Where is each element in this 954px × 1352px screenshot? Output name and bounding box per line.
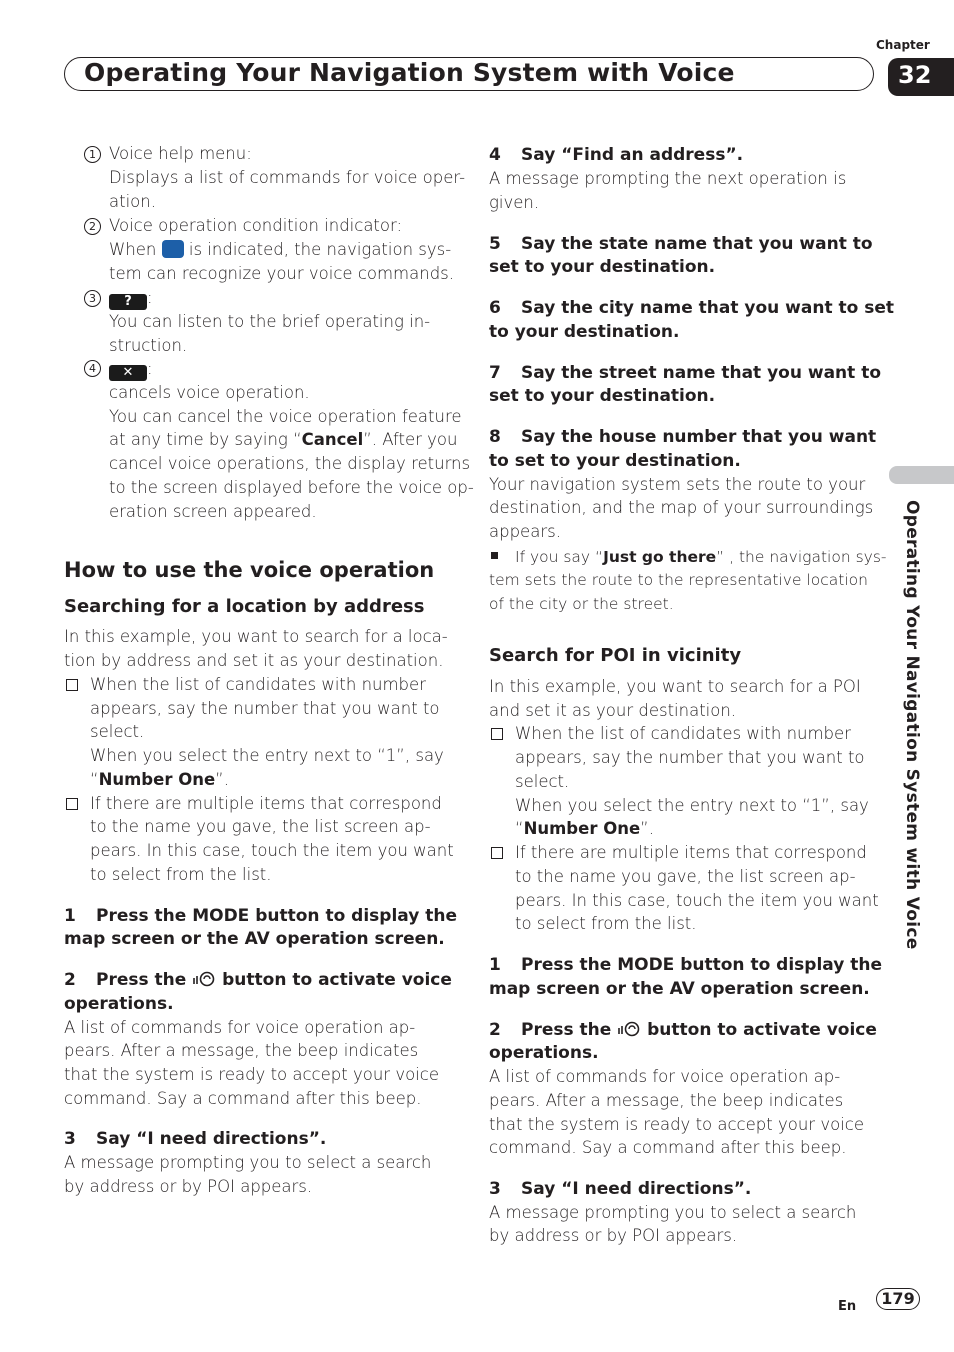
step-7: 7 Say the street name that you want to bbox=[489, 363, 881, 383]
page-title: Operating Your Navigation System with Voice bbox=[84, 58, 735, 87]
item-4-line-5: to the screen displayed before the voice op- bbox=[109, 478, 474, 497]
item-number-4: 4 bbox=[84, 360, 101, 377]
poi-step-3-body-1: A message prompting you to select a search bbox=[489, 1203, 857, 1222]
item-1-line-2: Displays a list of commands for voice oper- bbox=[109, 168, 466, 187]
number-one-keyword: Number One bbox=[98, 770, 216, 789]
note-2-line-2: to the name you gave, the list screen ap- bbox=[90, 817, 431, 836]
step-8-body-3: appears. bbox=[489, 522, 561, 541]
note-checkbox-icon bbox=[66, 679, 78, 691]
note-2-line-4: to select from the list. bbox=[90, 865, 272, 884]
bullet-line-1: If you say “Just go there” , the navigation sys- bbox=[515, 548, 887, 566]
item-number-2: 2 bbox=[84, 218, 101, 235]
quote-open: “ bbox=[90, 770, 99, 789]
step-2-body-3: that the system is ready to accept your voice bbox=[64, 1065, 439, 1084]
item-number-3: 3 bbox=[84, 290, 101, 307]
note-checkbox-icon bbox=[491, 847, 503, 859]
item-2-when: When bbox=[109, 240, 157, 259]
voice-button-icon bbox=[192, 970, 216, 988]
step-4: 4 Say “Find an address”. bbox=[489, 145, 744, 165]
note-checkbox-icon bbox=[491, 728, 503, 740]
note-1-line-2: appears, say the number that you want to bbox=[90, 699, 440, 718]
note-2-line-3: pears. In this case, touch the item you want bbox=[90, 841, 454, 860]
item-2-line-2-text: is indicated, the navigation sys- bbox=[188, 240, 452, 259]
subsection-title-address: Searching for a location by address bbox=[64, 596, 425, 617]
poi-note-2-line-3: pears. In this case, touch the item you want bbox=[515, 891, 879, 910]
step-1: 1 Press the MODE button to display the bbox=[64, 906, 457, 926]
step-3-body-1: A message prompting you to select a search bbox=[64, 1153, 432, 1172]
item-4-icon-line: ✕ : bbox=[109, 357, 153, 381]
just-go-there-keyword: Just go there bbox=[603, 548, 717, 566]
note-checkbox-icon bbox=[66, 798, 78, 810]
step-2-body-2: pears. After a message, the beep indicates bbox=[64, 1041, 419, 1060]
number-one-keyword: Number One bbox=[523, 819, 641, 838]
poi-note-1-line-4: When you select the entry next to “1”, say bbox=[515, 796, 869, 815]
bullet-icon bbox=[491, 552, 498, 559]
item-4-line-3a: at any time by saying “ bbox=[109, 430, 302, 449]
note-1-line-4: When you select the entry next to “1”, say bbox=[90, 746, 444, 765]
step-4-body-1: A message prompting the next operation is bbox=[489, 169, 847, 188]
close-button-icon: ✕ bbox=[109, 365, 147, 381]
item-4-line-3 bbox=[109, 428, 457, 452]
poi-step-3: 3 Say “I need directions”. bbox=[489, 1179, 752, 1199]
poi-step-1: 1 Press the MODE button to display the bbox=[489, 955, 882, 975]
intro-line-2: tion by address and set it as your destination. bbox=[64, 651, 444, 670]
note-1-line-5 bbox=[90, 768, 229, 792]
intro-line-1: In this example, you want to search for a loca- bbox=[64, 627, 448, 646]
step-2: 2 Press the button to activate voice bbox=[64, 970, 452, 990]
page-number: 179 bbox=[876, 1288, 920, 1310]
note-1-line-1: When the list of candidates with number bbox=[90, 675, 426, 694]
step-8-line-2: to set to your destination. bbox=[489, 451, 741, 471]
item-1-line-3: ation. bbox=[109, 192, 156, 211]
item-3-line-1: You can listen to the brief operating in- bbox=[109, 312, 431, 331]
poi-intro-1: In this example, you want to search for a POI bbox=[489, 677, 861, 696]
item-4-line-1: cancels voice operation. bbox=[109, 383, 310, 402]
poi-step-2-body-4: command. Say a command after this beep. bbox=[489, 1138, 847, 1157]
step-2-line-2: operations. bbox=[64, 994, 174, 1014]
step-5-line-2: set to your destination. bbox=[489, 257, 716, 277]
poi-step-2-body-3: that the system is ready to accept your voice bbox=[489, 1115, 864, 1134]
poi-step-3-body-2: by address or by POI appears. bbox=[489, 1226, 738, 1245]
item-2-line-1: Voice operation condition indicator: bbox=[109, 216, 403, 235]
help-button-icon: ? bbox=[109, 294, 147, 310]
poi-step-2-body-2: pears. After a message, the beep indicates bbox=[489, 1091, 844, 1110]
step-8-body-1: Your navigation system sets the route to your bbox=[489, 475, 866, 494]
item-3-line-2: struction. bbox=[109, 336, 188, 355]
poi-note-1-line-2: appears, say the number that you want to bbox=[515, 748, 865, 767]
note-1-line-3: select. bbox=[90, 722, 145, 741]
poi-note-1-line-3: select. bbox=[515, 772, 570, 791]
voice-indicator-icon bbox=[162, 240, 184, 258]
poi-note-2-line-4: to select from the list. bbox=[515, 914, 697, 933]
item-2-line-2 bbox=[109, 238, 451, 262]
quote-close: ”. bbox=[215, 770, 229, 789]
step-5: 5 Say the state name that you want to bbox=[489, 234, 873, 254]
item-1-line-1: Voice help menu: bbox=[109, 144, 252, 163]
item-3-icon-line: ? : bbox=[109, 286, 153, 310]
step-2-body-1: A list of commands for voice operation ap- bbox=[64, 1018, 416, 1037]
language-label: En bbox=[838, 1299, 857, 1314]
bullet-line-2: tem sets the route to the representative location bbox=[489, 571, 868, 589]
step-1-line-2: map screen or the AV operation screen. bbox=[64, 929, 445, 949]
step-8: 8 Say the house number that you want bbox=[489, 427, 877, 447]
step-8-body-2: destination, and the map of your surroundings bbox=[489, 498, 874, 517]
item-4-line-6: eration screen appeared. bbox=[109, 502, 317, 521]
poi-step-2: 2 Press the button to activate voice bbox=[489, 1020, 877, 1040]
poi-note-1-line-5: “Number One”. bbox=[515, 819, 654, 838]
step-4-body-2: given. bbox=[489, 193, 540, 212]
note-2-line-1: If there are multiple items that correspond bbox=[90, 794, 442, 813]
step-2-body-4: command. Say a command after this beep. bbox=[64, 1089, 422, 1108]
poi-step-1-line-2: map screen or the AV operation screen. bbox=[489, 979, 870, 999]
voice-button-icon bbox=[617, 1020, 641, 1038]
step-6: 6 Say the city name that you want to set bbox=[489, 298, 894, 318]
poi-intro-2: and set it as your destination. bbox=[489, 701, 737, 720]
cancel-keyword: Cancel bbox=[301, 430, 364, 449]
chapter-number-badge: 32 bbox=[888, 58, 954, 96]
item-4-line-2: You can cancel the voice operation feature bbox=[109, 407, 462, 426]
side-tab-label: Operating Your Navigation System with Voice bbox=[902, 500, 922, 950]
item-2-line-3: tem can recognize your voice commands. bbox=[109, 264, 455, 283]
poi-step-2-line-2: operations. bbox=[489, 1043, 599, 1063]
step-7-line-2: set to your destination. bbox=[489, 386, 716, 406]
item-number-1: 1 bbox=[84, 146, 101, 163]
item-4-line-4: cancel voice operations, the display returns bbox=[109, 454, 471, 473]
bullet-line-3: of the city or the street. bbox=[489, 595, 674, 613]
side-tab-marker bbox=[889, 466, 954, 484]
step-3: 3 Say “I need directions”. bbox=[64, 1129, 327, 1149]
item-4-line-3b: ”. After you bbox=[363, 430, 458, 449]
subsection-title-poi: Search for POI in vicinity bbox=[489, 645, 742, 666]
chapter-label: Chapter bbox=[876, 38, 930, 52]
step-6-line-2: to your destination. bbox=[489, 322, 680, 342]
poi-note-2-line-2: to the name you gave, the list screen ap- bbox=[515, 867, 856, 886]
poi-step-2-body-1: A list of commands for voice operation ap- bbox=[489, 1067, 841, 1086]
section-title: How to use the voice operation bbox=[64, 558, 435, 582]
poi-note-2-line-1: If there are multiple items that correspond bbox=[515, 843, 867, 862]
step-3-body-2: by address or by POI appears. bbox=[64, 1177, 313, 1196]
poi-note-1-line-1: When the list of candidates with number bbox=[515, 724, 851, 743]
